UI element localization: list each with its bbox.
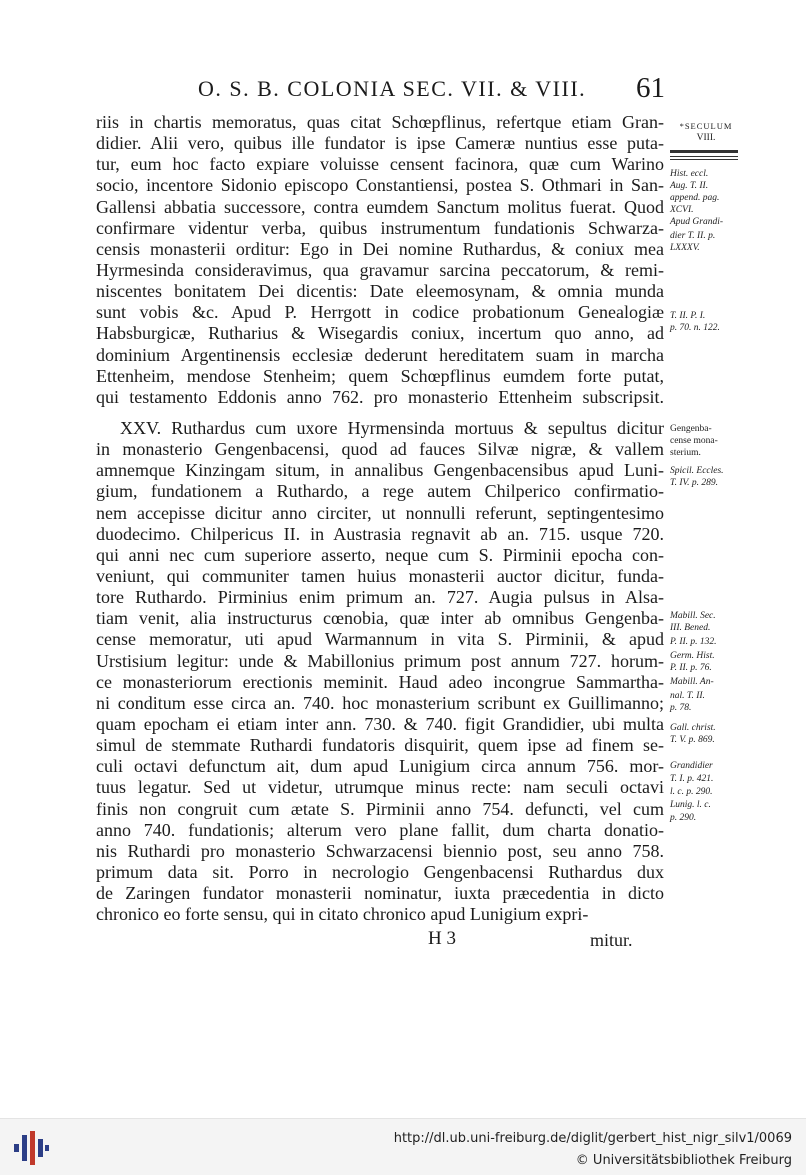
margin-note: dier T. II. p. bbox=[670, 231, 716, 241]
text-line: in monasterio Gengenbacensi, quod ad fauces Silvæ nigræ, & vallem bbox=[96, 439, 664, 460]
text-line: cense memoratur, uti apud Warmannum in vita S. Pirminii, & apud bbox=[96, 629, 664, 650]
text-line: quam epocham ei etiam inter ann. 730. & 740. figit Grandidier, ubi multa bbox=[96, 713, 664, 734]
running-title: O. S. B. COLONIA SEC. VII. & VIII. bbox=[198, 76, 587, 101]
university-library-logo-icon[interactable] bbox=[12, 1129, 50, 1167]
margin-note: cense mona- bbox=[670, 436, 718, 446]
margin-note: T. I. p. 421. bbox=[670, 774, 714, 784]
margin-seculum-number: VIII. bbox=[696, 133, 716, 143]
text-line: simul de stemmate Ruthardi fundatoris disquirit, quem ipse ad finem se- bbox=[96, 735, 664, 756]
text-line: anno 740. fundationis; alterum vero plane fallit, dum charta donatio- bbox=[96, 819, 664, 840]
text-line: censis monasterii orditur: Ego in Dei nomine Ruthardus, & coniux mea bbox=[96, 238, 664, 259]
margin-note: III. Bened. bbox=[670, 623, 711, 633]
margin-note: Hist. eccl. bbox=[670, 169, 709, 179]
margin-seculum-label: *SECULUM bbox=[679, 121, 733, 131]
text-line: tiam venit, alia instructurus cœnobia, quæ inter ab omnibus Gengenba- bbox=[96, 608, 664, 629]
page-number: 61 bbox=[636, 72, 665, 104]
margin-note: nal. T. II. bbox=[670, 691, 705, 701]
text-line: didier. Alii vero, quibus ille fundator is ipse Cameræ nuntius esse puta- bbox=[96, 133, 664, 154]
margin-note: Lunig. l. c. bbox=[670, 800, 711, 810]
margin-note: LXXXV. bbox=[670, 243, 700, 253]
text-line: sunt vobis &c. Apud P. Herrgott in codice probationum Genealogiæ bbox=[96, 302, 664, 323]
text-line: riis in chartis memoratus, quas citat Schœpflinus, refertque etiam Gran- bbox=[96, 112, 664, 132]
text-line: niscentes bonitatem Dei dicentis: Date eleemosynam, & omnia munda bbox=[96, 281, 664, 302]
margin-rule-thin bbox=[670, 159, 738, 160]
margin-note: Grandidier bbox=[670, 761, 713, 771]
text-line: Gallensi abbatia successore, contra eumdem Sanctum molitus fuerat. Quod bbox=[96, 196, 664, 217]
main-text-column bbox=[96, 112, 664, 925]
text-line: veniunt, qui communiter tamen huius monasterii auctor dicitur, funda- bbox=[96, 565, 664, 586]
text-line: Habsburgicæ, Rutharius & Wisegardis coniux, incertum quo anno, ad bbox=[96, 323, 664, 344]
text-line: de Zaringen fundator monasterii nominatur, iuxta præcedentia in dicto bbox=[96, 883, 664, 904]
text-line: nem accepisse dicitur anno circiter, ut nonnulli referunt, septingentesimo bbox=[96, 502, 664, 523]
text-line: Urstisium legitur: unde & Mabillonius primum post annum 727. horum- bbox=[96, 650, 664, 671]
page-header bbox=[0, 72, 806, 110]
margin-note: Gall. christ. bbox=[670, 723, 716, 733]
margin-note: Germ. Hist. bbox=[670, 651, 715, 661]
margin-note: T. IV. p. 289. bbox=[670, 478, 718, 488]
document-url[interactable]: http://dl.ub.uni-freiburg.de/diglit/gerbert_hist_nigr_silv1/0069 bbox=[393, 1131, 792, 1146]
text-line: duodecimo. Chilpericus II. in Austrasia regnavit ab an. 715. usque 720. bbox=[96, 523, 664, 544]
text-line: primum data sit. Porro in necrologio Gengenbacensi Ruthardus dux bbox=[96, 861, 664, 882]
margin-note: l. c. p. 290. bbox=[670, 787, 713, 797]
margin-note: Gengenba- bbox=[670, 424, 712, 434]
margin-note: Apud Grandi- bbox=[670, 217, 724, 227]
margin-note: P. II. p. 132. bbox=[670, 637, 717, 647]
text-line: ce monasteriorum erectionis meminit. Haud adeo incongrue Sammartha- bbox=[96, 671, 664, 692]
paragraph-gap bbox=[96, 408, 664, 418]
margin-note: T. II. P. I. bbox=[670, 311, 706, 321]
text-line: amnemque Kinzingam situm, in annalibus Gengenbacensibus apud Luni- bbox=[96, 460, 664, 481]
text-line: tuus legatur. Sed ut videtur, utrumque minus recte: nam seculi octavi bbox=[96, 777, 664, 798]
text-line: qui testamento Eddonis anno 762. pro monasterio Ettenheim subscripsit. bbox=[96, 386, 664, 407]
margin-seculum-heading bbox=[670, 120, 742, 144]
margin-note: T. V. p. 869. bbox=[670, 735, 715, 745]
margin-note: p. 290. bbox=[670, 813, 697, 823]
text-line: chronico eo forte sensu, qui in citato chronico apud Lunigium expri- bbox=[96, 904, 589, 925]
text-line: tur, eum hoc facto expiare voluisse censent facinora, quæ cum Warino bbox=[96, 154, 664, 175]
copyright-notice: © Universitätsbibliothek Freiburg bbox=[575, 1153, 792, 1168]
viewer-footer bbox=[0, 1118, 806, 1175]
text-line: gium, fundationem a Ruthardo, a rege autem Chilperico confirmatio- bbox=[96, 481, 664, 502]
text-line: tore Ruthardo. Pirminius enim primum an. 727. Augia pulsus in Alsa- bbox=[96, 587, 664, 608]
margin-note: p. 70. n. 122. bbox=[670, 323, 720, 333]
text-line: finis non congruit cum ætate S. Pirminii anno 754. defuncti, vel cum bbox=[96, 798, 664, 819]
margin-note: Mabill. An- bbox=[670, 677, 714, 687]
margin-note: P. II. p. 76. bbox=[670, 663, 712, 673]
text-line: qui anni nec cum superiore asserto, neque cum S. Pirminii epocha con- bbox=[96, 544, 664, 565]
text-line: culi octavi defunctum ait, dum apud Lunigium circa annum 756. mor- bbox=[96, 756, 664, 777]
text-line: Hyrmesinda consideravimus, qua gravamur sarcina peccatorum, & remi- bbox=[96, 259, 664, 280]
signature-mark: H 3 bbox=[428, 928, 456, 949]
margin-note: XCVI. bbox=[670, 205, 694, 215]
margin-note: Aug. T. II. bbox=[670, 181, 709, 191]
margin-rule-thin bbox=[670, 156, 738, 157]
margin-note: append. pag. bbox=[670, 193, 720, 203]
margin-note: Mabill. Sec. bbox=[670, 611, 716, 621]
text-line: Ettenheim, mendose Stenheim; quem Schœpflinus eumdem forte putat, bbox=[96, 365, 664, 386]
text-line: confirmare videntur verba, quibus instrumentum fundationis Schwarza- bbox=[96, 217, 664, 238]
text-line: nis Ruthardi pro monasterio Schwarzacensi biennio post, seu anno 758. bbox=[96, 840, 664, 861]
text-line: socio, incentore Sidonio episcopo Constantiensi, postea S. Othmari in San- bbox=[96, 175, 664, 196]
text-line: ni conditum esse circa an. 740. hoc monasterium scribunt ex Guillimanno; bbox=[96, 692, 664, 713]
margin-note: Spicil. Eccles. bbox=[670, 466, 724, 476]
margin-note: p. 78. bbox=[670, 703, 692, 713]
text-line: XXV. Ruthardus cum uxore Hyrmensinda mortuus & sepultus dicitur bbox=[120, 417, 664, 438]
text-line: dominium Argentinensis ecclesiæ dederunt hereditatem suam in marcha bbox=[96, 344, 664, 365]
catchword: mitur. bbox=[590, 930, 633, 950]
margin-note: sterium. bbox=[670, 448, 701, 458]
margin-rule bbox=[670, 150, 738, 153]
